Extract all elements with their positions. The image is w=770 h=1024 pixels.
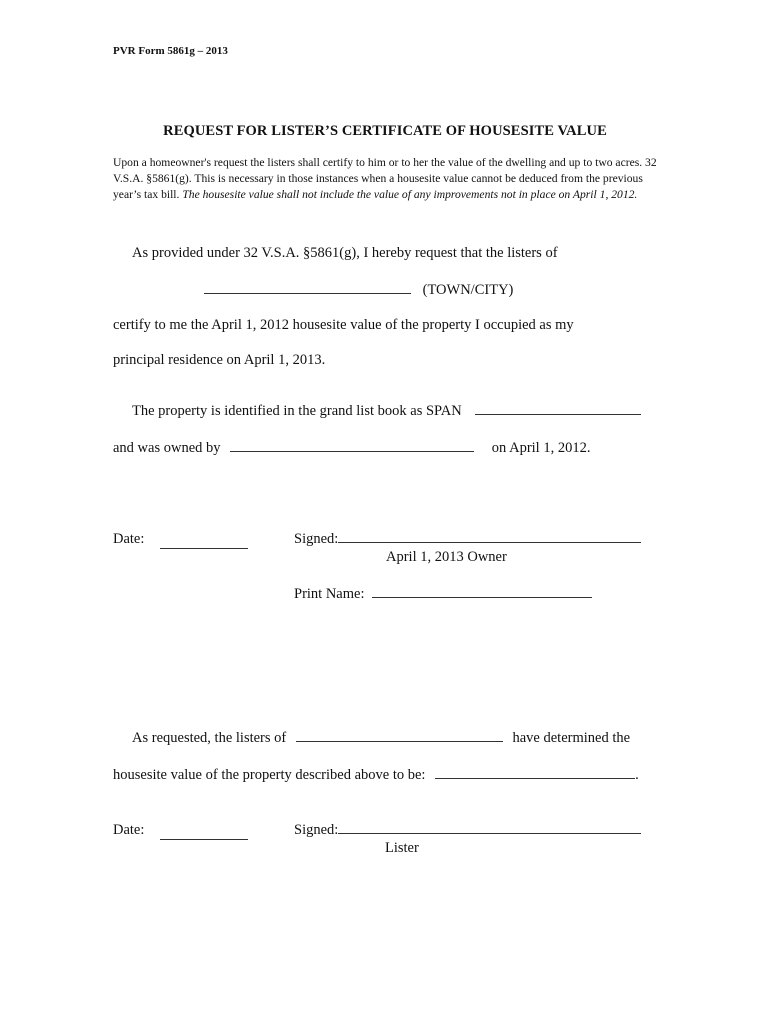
town-label: (TOWN/CITY) — [422, 282, 514, 298]
print-name-row — [294, 586, 592, 603]
owner-date-field[interactable] — [160, 533, 248, 549]
lister-signature-field[interactable] — [338, 833, 641, 834]
owned-date: on April 1, 2012. — [491, 440, 591, 456]
lister-line-1 — [132, 730, 630, 747]
lister-date-field[interactable] — [160, 824, 248, 840]
housesite-value-period: . — [635, 767, 639, 783]
print-name-label: Print Name: — [294, 586, 365, 602]
span-row — [132, 403, 641, 420]
owned-label: and was owned by — [113, 440, 221, 456]
lister-line-2-text: housesite value of the property described above to be: — [113, 767, 426, 783]
request-line-2: certify to me the April 1, 2012 housesite value of the property I occupied as my — [113, 317, 574, 333]
town-row — [204, 282, 513, 299]
owner-signed-row — [294, 531, 641, 548]
owner-date-label: Date: — [113, 531, 145, 547]
form-id: PVR Form 5861g – 2013 — [113, 45, 228, 57]
owner-signed-label: Signed: — [294, 531, 339, 547]
listers-town-field[interactable] — [296, 741, 503, 742]
lister-line-1-end: have determined the — [512, 730, 631, 746]
housesite-value-field[interactable] — [435, 778, 635, 779]
request-line-3: principal residence on April 1, 2013. — [113, 352, 326, 368]
owner-signature-caption: April 1, 2013 Owner — [386, 549, 507, 565]
span-label: The property is identified in the grand list book as SPAN — [132, 403, 462, 419]
intro-text: Upon a homeowner's request the listers shall certify to him or to her the value of the dwelling and up to two acres. 32 V.S.A. §5861(g). This is necessary in those instances when a housesite value cannot be deduced from the previous year’s tax bill. — [113, 156, 657, 201]
owner-field[interactable] — [230, 451, 474, 452]
span-field[interactable] — [475, 414, 641, 415]
lister-date-label: Date: — [113, 822, 145, 838]
request-line-1: As provided under 32 V.S.A. §5861(g), I hereby request that the listers of — [132, 245, 558, 261]
lister-signature-caption: Lister — [385, 840, 419, 856]
town-field[interactable] — [204, 293, 411, 294]
page-title: REQUEST FOR LISTER’S CERTIFICATE OF HOUSESITE VALUE — [163, 123, 607, 139]
lister-signed-label: Signed: — [294, 822, 339, 838]
lister-signed-row — [294, 822, 641, 839]
owner-signature-field[interactable] — [338, 542, 641, 543]
print-name-field[interactable] — [372, 597, 592, 598]
lister-line-1-start: As requested, the listers of — [132, 730, 287, 746]
owned-row — [113, 440, 590, 457]
lister-line-2 — [113, 767, 639, 784]
intro-paragraph — [113, 155, 661, 203]
intro-italic-text: The housesite value shall not include the value of any improvements not in place on April 1, 2012. — [182, 188, 638, 201]
